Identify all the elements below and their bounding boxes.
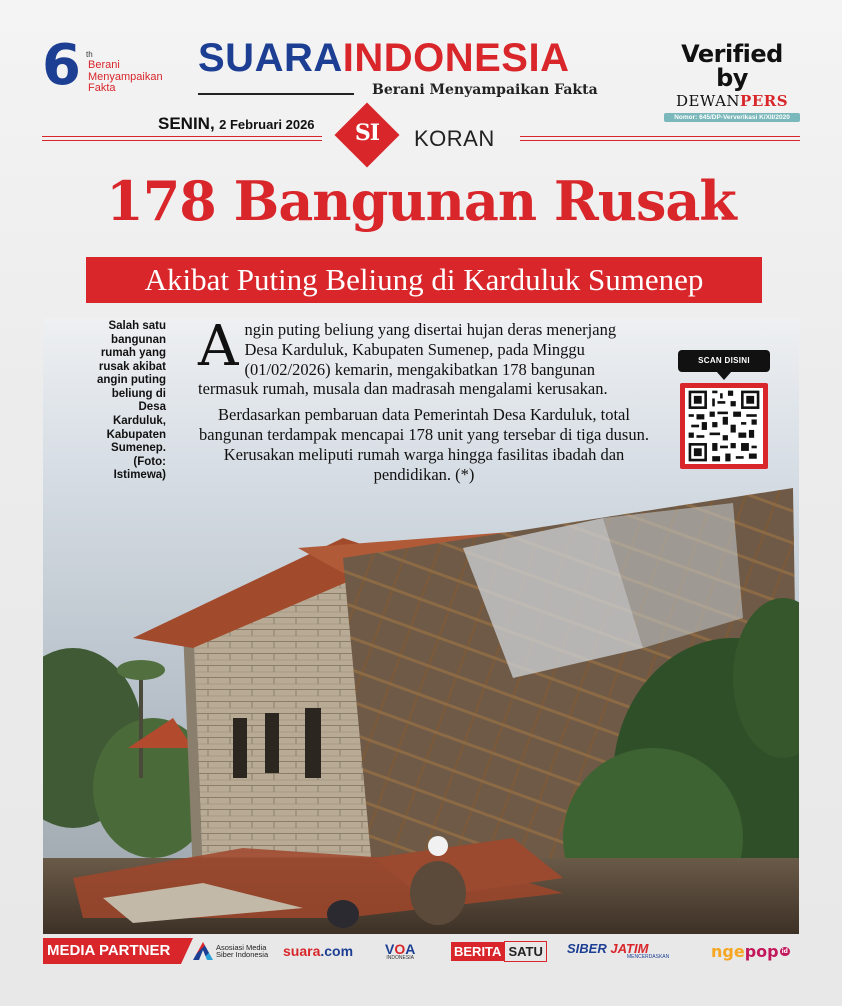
siber-part1: SIBER <box>567 941 607 956</box>
divider-left-2 <box>42 140 322 141</box>
brand-logo <box>198 36 646 98</box>
headline: 178 Bangunan Rusak <box>106 169 736 233</box>
amsi-text: Asosiasi Media Siber Indonesia <box>216 942 269 959</box>
section-label: KORAN <box>414 126 495 151</box>
anniversary-number: 6 <box>42 33 81 98</box>
berita-part2: SATU <box>504 941 546 962</box>
brand-tagline: Berani Menyampaikan Fakta <box>372 82 598 98</box>
article-paragraph-1 <box>198 314 650 399</box>
subheadline: Akibat Puting Beliung di Karduluk Sumenep <box>86 257 762 303</box>
partner-beritasatu[interactable] <box>451 938 547 964</box>
amsi-logo-icon <box>193 942 213 960</box>
photo-caption: Salah satu bangunan rumah yang rusak akibat angin puting beliung di Desa Karduluk, Kabupaten Sumenep. (Foto: Istimewa) <box>97 320 166 482</box>
suara-part1: suara <box>283 943 321 959</box>
qr-code[interactable] <box>680 383 768 469</box>
anniversary-logo <box>42 33 182 102</box>
article-paragraph-1-text: ngin puting beliung yang disertai hujan deras menerjang Desa Karduluk, Kabupaten Sumenep, pada Minggu (01/02/2026) kemarin, mengakibatkan 178 bangunan termasuk rumah, musala dan madrasah mengalami kerusakan. <box>198 320 617 399</box>
partner-siberjatim[interactable] <box>567 938 669 964</box>
partner-amsi[interactable] <box>193 938 272 964</box>
suara-part2: .com <box>320 943 354 959</box>
ngepop-part1: nge <box>711 941 745 961</box>
ngepop-part2: pop <box>744 941 779 961</box>
partner-ngepop[interactable] <box>711 938 790 964</box>
divider-left <box>42 136 322 137</box>
anniversary-tagline: Berani Menyampaikan Fakta <box>88 59 163 95</box>
si-logo-text: SI <box>354 120 380 146</box>
scan-arrow-icon <box>716 371 732 380</box>
brand-title-part2: INDONESIA <box>342 36 570 80</box>
verified-title: Verified by <box>681 40 783 92</box>
verified-number: Nomor: 645/DP-Ververikasi K/XII/2020 <box>664 113 800 122</box>
brand-title <box>198 38 646 78</box>
article-paragraph-2: Berdasarkan pembaruan data Pemerintah Desa Karduluk, total bangunan terdampak mencapai 178 unit yang tersebar di tiga dusun. Kerusakan meliputi rumah warga hingga fasilitas ibadah dan pendidikan. (*) <box>199 405 649 484</box>
media-partner-label: MEDIA PARTNER <box>43 938 181 964</box>
voa-part2: O <box>394 940 406 957</box>
anniversary-suffix: th <box>86 50 93 59</box>
dateline <box>158 114 315 134</box>
verified-org-part1: DEWAN <box>675 92 741 110</box>
ngepop-badge: id <box>781 947 788 955</box>
dropcap: A <box>198 314 239 379</box>
verified-org <box>664 92 800 110</box>
divider-right <box>520 136 800 137</box>
verified-org-part2: PERS <box>740 92 789 110</box>
voa-logo <box>385 942 415 956</box>
date-text: 2 Februari 2026 <box>219 117 315 132</box>
siber-sub: MENCERDASKAN <box>627 954 670 960</box>
siber-part2: JATIM <box>610 941 649 956</box>
voa-part1: V <box>385 940 395 957</box>
partner-voa[interactable] <box>385 938 415 964</box>
partner-suara[interactable] <box>283 938 353 964</box>
voa-sub: INDONESIA <box>386 954 414 961</box>
qr-code-icon <box>685 388 763 464</box>
divider-right-2 <box>520 140 800 141</box>
brand-title-part1: SUARA <box>198 36 343 80</box>
voa-part3: A <box>405 940 416 957</box>
scan-label: SCAN DISINI <box>678 350 770 372</box>
article-body <box>198 314 650 490</box>
berita-part1: BERITA <box>451 942 504 961</box>
brand-underline <box>198 93 354 95</box>
media-partner-bar <box>43 938 799 964</box>
verified-badge <box>664 42 800 122</box>
date-day: SENIN, <box>158 114 215 133</box>
